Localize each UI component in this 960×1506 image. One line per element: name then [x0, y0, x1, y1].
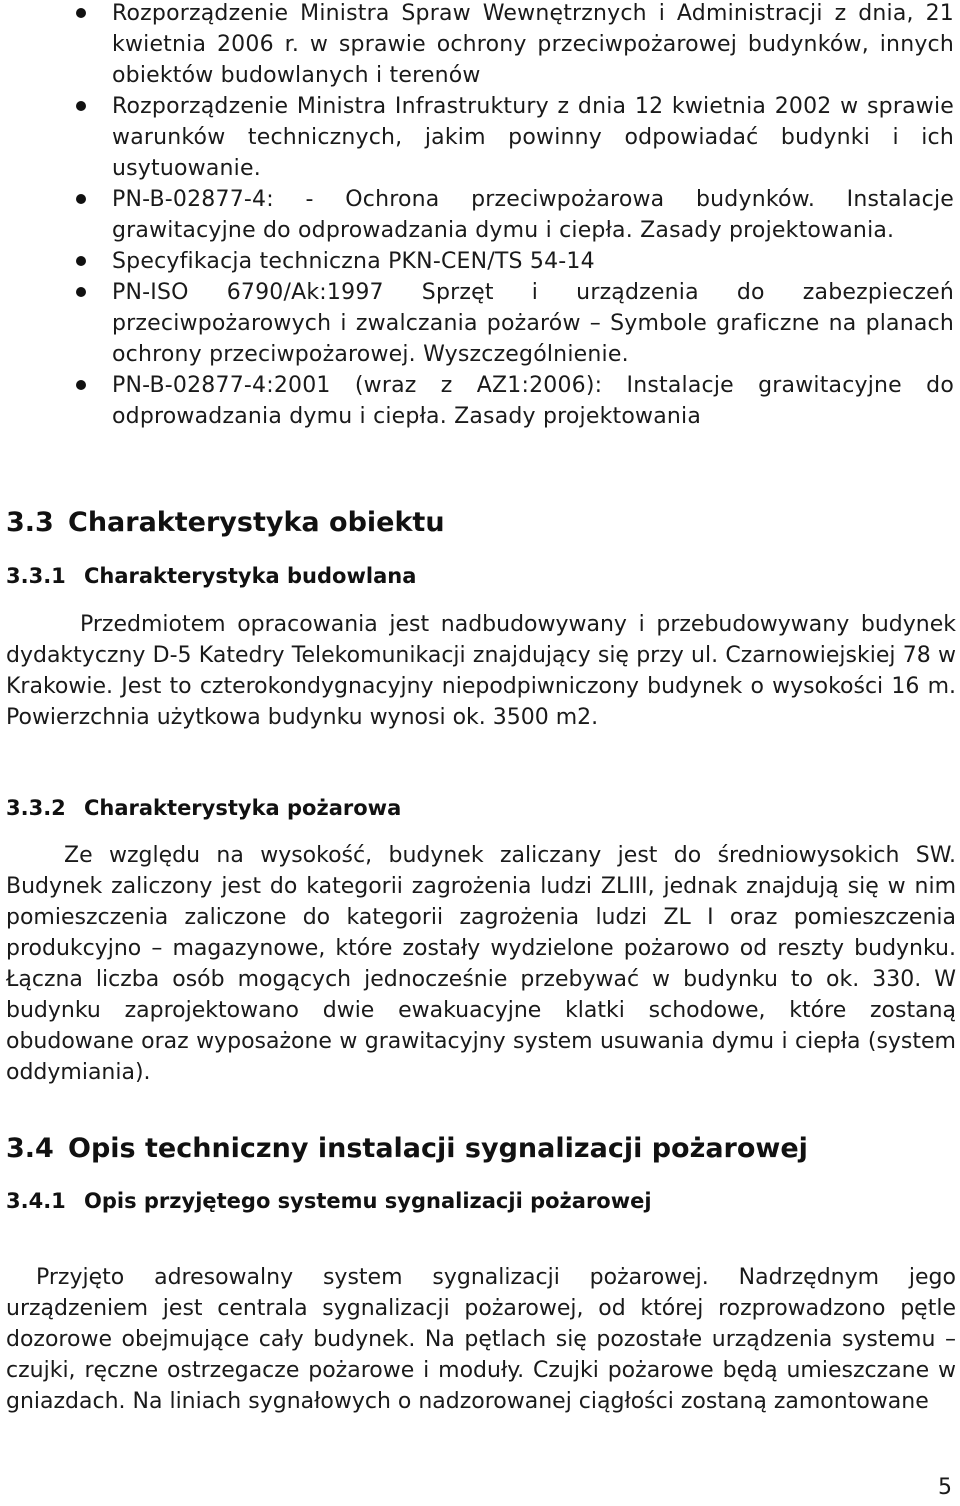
subsection-title: Charakterystyka budowlana	[84, 564, 417, 588]
list-item	[0, 246, 960, 277]
bullet-icon	[76, 287, 86, 297]
paragraph: Ze względu na wysokość, budynek zaliczany jest do średniowysokich SW. Budynek zaliczony jest do kategorii zagrożenia ludzi ZLIII, jednak znajdują się w nim pomieszczenia zaliczone do kategorii zagrożenia ludzi ZL I oraz pomieszczenia produkcyjno – magazynowe, które zostały wydzielone pożarowo od reszty budynku. Łączna liczba osób mogących jednocześnie przebywać w budynku to ok. 330. W budynku zaprojektowano dwie ewakuacyjne klatki schodowe, które zostaną obudowane oraz wyposażone w grawitacyjny system usuwania dymu i ciepła (system oddymiania).	[6, 843, 956, 1085]
paragraph: Przyjęto adresowalny system sygnalizacji pożarowej. Nadrzędnym jego urządzeniem jest centrala sygnalizacji pożarowej, od której rozprowadzono pętle dozorowe obejmujące cały budynek. Na pętlach się pozostałe urządzenia systemu – czujki, ręczne ostrzegacze pożarowe i moduły. Czujki pożarowe będą umieszczane w gniazdach. Na liniach sygnałowych o nadzorowanej ciągłości zostaną zamontowane	[6, 1265, 956, 1414]
subsection-title: Charakterystyka pożarowa	[84, 796, 402, 820]
subsection-number: 3.4.1	[6, 1189, 66, 1213]
list-item	[0, 91, 960, 184]
list-item	[0, 184, 960, 246]
subsection-heading	[6, 796, 401, 820]
list-item-text: PN-B-02877-4:2001 (wraz z AZ1:2006): Instalacje grawitacyjne do odprowadzania dymu i ciepła. Zasady projektowania	[112, 373, 954, 429]
list-item-text: Rozporządzenie Ministra Infrastruktury z dnia 12 kwietnia 2002 w sprawie warunków technicznych, jakim powinny odpowiadać budynki i ich usytuowanie.	[112, 94, 954, 181]
subsection-heading	[6, 1189, 652, 1213]
list-item-text: PN-B-02877-4: - Ochrona przeciwpożarowa budynków. Instalacje grawitacyjne do odprowadzania dymu i ciepła. Zasady projektowania.	[112, 187, 954, 243]
list-item	[0, 277, 960, 370]
bullet-icon	[76, 101, 86, 111]
section-title: Opis techniczny instalacji sygnalizacji pożarowej	[68, 1133, 808, 1164]
bullet-icon	[76, 8, 86, 18]
bullet-icon	[76, 256, 86, 266]
page-number: 5	[938, 1475, 952, 1500]
list-item-text: Rozporządzenie Ministra Spraw Wewnętrznych i Administracji z dnia, 21 kwietnia 2006 r. w sprawie ochrony przeciwpożarowej budynków, innych obiektów budowlanych i terenów	[112, 1, 954, 88]
bullet-icon	[76, 194, 86, 204]
bullet-icon	[76, 380, 86, 390]
list-item	[0, 370, 960, 432]
list-item-text: Specyfikacja techniczna PKN-CEN/TS 54-14	[112, 249, 595, 274]
list-item	[0, 0, 960, 91]
section-heading	[6, 1133, 808, 1164]
paragraph: Przedmiotem opracowania jest nadbudowywany i przebudowywany budynek dydaktyczny D-5 Katedry Telekomunikacji znajdujący się przy ul. Czarnowiejskiej 78 w Krakowie. Jest to czterokondygnacyjny niepodpiwniczony budynek o wysokości 16 m. Powierzchnia użytkowa budynku wynosi ok. 3500 m2.	[6, 612, 956, 730]
section-number: 3.4	[6, 1133, 54, 1164]
subsection-number: 3.3.2	[6, 796, 66, 820]
standards-list	[0, 0, 960, 432]
section-title: Charakterystyka obiektu	[68, 507, 445, 538]
subsection-number: 3.3.1	[6, 564, 66, 588]
list-item-text: PN-ISO 6790/Ak:1997 Sprzęt i urządzenia do zabezpieczeń przeciwpożarowych i zwalczania pożarów – Symbole graficzne na planach ochrony przeciwpożarowej. Wyszczególnienie.	[112, 280, 954, 367]
subsection-title: Opis przyjętego systemu sygnalizacji pożarowej	[84, 1189, 652, 1213]
section-heading	[6, 507, 445, 538]
subsection-heading	[6, 564, 416, 588]
section-number: 3.3	[6, 507, 54, 538]
